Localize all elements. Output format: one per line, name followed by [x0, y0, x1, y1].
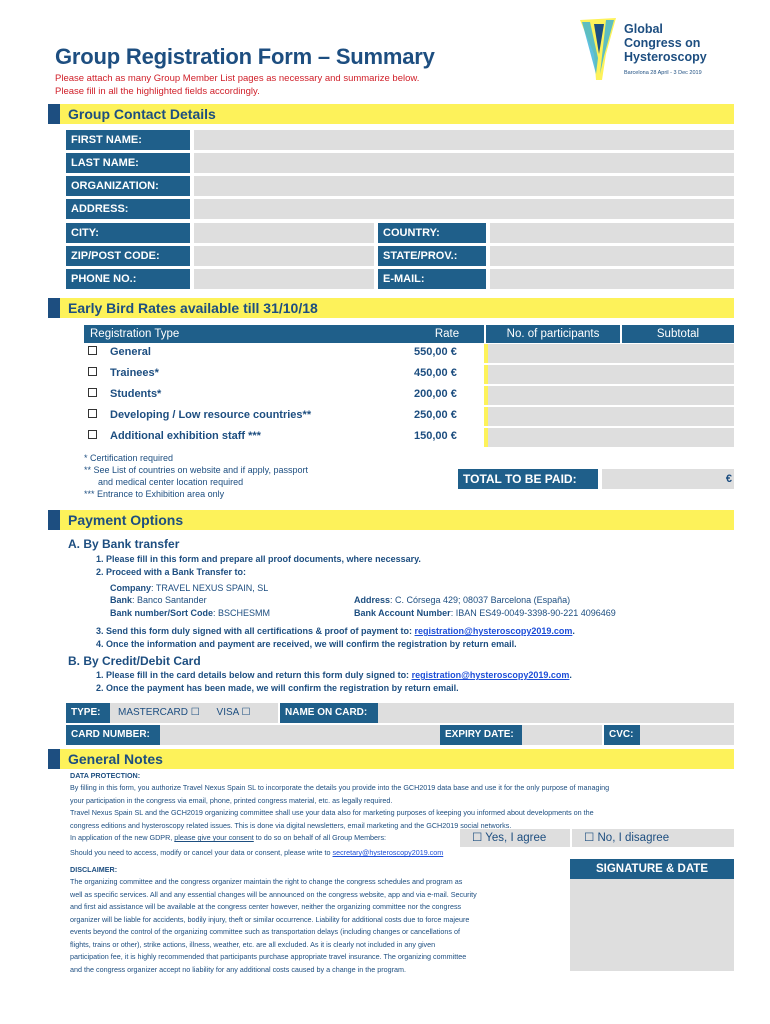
- card-step-2: 2. Once the payment has been made, we will confirm the registration by return email.: [96, 683, 459, 693]
- disclaimer-line: well as specific services. All and any essential changes will be announced on the congress website, app and via e-mail. Security: [70, 889, 477, 899]
- bank-label: Bank: [110, 595, 133, 605]
- card-type-label: TYPE:: [66, 703, 110, 723]
- phone-field[interactable]: [194, 269, 374, 289]
- bank-step-3-text: 3. Send this form duly signed with all certifications & proof of payment to:: [96, 626, 415, 636]
- expiry-field[interactable]: [522, 725, 602, 745]
- cvc-field[interactable]: [640, 725, 734, 745]
- zip-label: ZIP/POST CODE:: [66, 246, 190, 266]
- disclaimer-line: and first aid assistance will be available at the congress center however, neither the organizing committee nor the congress: [70, 902, 462, 911]
- subtitle-line-1: Please attach as many Group Member List pages as necessary and summarize below.: [55, 73, 420, 84]
- dp-line: your participation in the congress via email, phone, printed congress material, etc. as legally required.: [70, 795, 393, 805]
- card-step-1-text: 1. Please fill in the card details below and return this form duly signed to:: [96, 670, 412, 680]
- disclaimer-text: [70, 876, 562, 976]
- section-contact: [48, 104, 734, 124]
- consent-link[interactable]: please give your consent: [174, 833, 254, 842]
- row-type: General: [110, 346, 151, 358]
- account-value: : IBAN ES49-0049-3398-90-221 4096469: [450, 608, 616, 618]
- table-row: [84, 407, 734, 428]
- row-rate: 150,00 €: [414, 430, 457, 442]
- registration-email-link[interactable]: registration@hysteroscopy2019.com: [414, 626, 573, 636]
- bank-step-4: 4. Once the information and payment are received, we will confirm the registration by return email.: [96, 639, 517, 649]
- total-field[interactable]: €: [602, 469, 734, 489]
- company-line: [110, 582, 268, 594]
- section-title: Early Bird Rates available till 31/10/18: [68, 300, 318, 316]
- sort-label: Bank number/Sort Code: [110, 608, 214, 618]
- access-text-body: Should you need to access, modify or cancel your data or consent, please write to: [70, 848, 333, 857]
- bank-step-2: 2. Proceed with a Bank Transfer to:: [96, 567, 247, 577]
- state-field[interactable]: [490, 246, 734, 266]
- bank-value: : Banco Santander: [132, 595, 207, 605]
- table-row: [84, 428, 734, 449]
- row-type: Trainees*: [110, 367, 159, 379]
- section-title: Group Contact Details: [68, 106, 216, 122]
- organization-field[interactable]: [194, 176, 734, 196]
- consent-post: to do so on behalf of all Group Members:: [253, 833, 387, 842]
- col-type-label: Registration Type: [90, 328, 180, 340]
- logo-line-2: Congress on: [624, 36, 701, 50]
- card-step-1: 1. Please fill in the card details below and return this form duly signed to: registration@hysteroscopy2019.com.: [96, 670, 572, 680]
- bank-address-value: : C. Córsega 429; 08037 Barcelona (España): [390, 595, 571, 605]
- checkbox[interactable]: [88, 388, 97, 397]
- logo-line-3: Hysteroscopy: [624, 50, 707, 64]
- account-label: Bank Account Number: [354, 608, 451, 618]
- section-title: Payment Options: [68, 512, 184, 528]
- dp-line: congress editions and hysteroscopy related issues. This is done via digital newsletters, email marketing and the GCH2019 social networks.: [70, 820, 512, 830]
- first-name-field[interactable]: [194, 130, 734, 150]
- signature-header: SIGNATURE & DATE: [570, 859, 734, 879]
- bank-line: [110, 594, 207, 606]
- country-field[interactable]: [490, 223, 734, 243]
- consent-pre: In application of the new GDPR,: [70, 833, 175, 842]
- disagree-option[interactable]: ☐ No, I disagree: [572, 829, 734, 847]
- checkbox[interactable]: [88, 346, 97, 355]
- last-name-field[interactable]: [194, 153, 734, 173]
- agree-option[interactable]: ☐ Yes, I agree: [460, 829, 570, 847]
- zip-field[interactable]: [194, 246, 374, 266]
- participants-field[interactable]: [488, 407, 734, 426]
- visa-checkbox[interactable]: VISA ☐: [216, 707, 251, 718]
- row-rate: 200,00 €: [414, 388, 457, 400]
- card-heading: B. By Credit/Debit Card: [68, 654, 201, 668]
- cvc-label: CVC:: [604, 725, 640, 745]
- disclaimer-line: The organizing committee and the congress organizer maintain the right to change the congress schedules and program as: [70, 877, 463, 886]
- page-subtitle: [55, 72, 419, 98]
- section-title: General Notes: [68, 751, 163, 767]
- section-notes: [48, 749, 734, 769]
- participants-field[interactable]: [488, 386, 734, 405]
- total-label: TOTAL TO BE PAID:: [458, 469, 598, 489]
- expiry-label: EXPIRY DATE:: [440, 725, 522, 745]
- table-row: [84, 386, 734, 407]
- phone-label: PHONE NO.:: [66, 269, 190, 289]
- email-label: E-MAIL:: [378, 269, 486, 289]
- row-rate: 550,00 €: [414, 346, 457, 358]
- logo-line-1: Global: [624, 22, 663, 36]
- footnote-2: ** See List of countries on website and if apply, passport: [84, 465, 308, 475]
- footnote-3: *** Entrance to Exhibition area only: [84, 489, 225, 499]
- page-title: Group Registration Form – Summary: [55, 44, 435, 69]
- participants-field[interactable]: [488, 344, 734, 363]
- address-field[interactable]: [194, 199, 734, 219]
- table-row: [84, 365, 734, 386]
- bank-step-3: 3. Send this form duly signed with all certifications & proof of payment to: registration@hysteroscopy2019.com.: [96, 626, 575, 636]
- rates-header-participants: No. of participants: [486, 325, 620, 343]
- card-number-field[interactable]: [160, 725, 440, 745]
- section-marker: [48, 104, 60, 124]
- disclaimer-line: organizer will be liable for accidents, bodily injury, theft or similar occurrence. Liability for additional costs due to force majeure: [70, 914, 470, 924]
- email-field[interactable]: [490, 269, 734, 289]
- dp-line: Travel Nexus Spain SL and the GCH2019 organizing committee shall use your data also for marketing purposes of keeping you informed about developments on the: [70, 808, 594, 817]
- row-type: Additional exhibition staff ***: [110, 430, 261, 442]
- sort-code-line: [110, 607, 270, 619]
- row-type: Students*: [110, 388, 162, 400]
- checkbox[interactable]: [88, 367, 97, 376]
- row-type: Developing / Low resource countries**: [110, 409, 312, 421]
- participants-field[interactable]: [488, 365, 734, 384]
- first-name-label: FIRST NAME:: [66, 130, 190, 150]
- mastercard-checkbox[interactable]: MASTERCARD ☐: [118, 707, 200, 718]
- disclaimer-line: events beyond the control of the organizing committee such as transportation delays (including changes or cancellations of: [70, 927, 460, 936]
- section-rates: [48, 298, 734, 318]
- card-number-label: CARD NUMBER:: [66, 725, 160, 745]
- table-row: [84, 344, 734, 365]
- address-label: ADDRESS:: [66, 199, 190, 219]
- rates-header-rate: Rate: [434, 328, 460, 340]
- disclaimer-line: flights, trains or other), strike actions, illness, weather, etc. are all excluded. As it is clearly not included in any given: [70, 939, 436, 949]
- section-marker: [48, 298, 60, 318]
- rates-header-subtotal: Subtotal: [622, 325, 734, 343]
- signature-field[interactable]: [570, 879, 734, 971]
- footnote-2b: and medical center location required: [98, 477, 244, 487]
- dp-line: By filling in this form, you authorize Travel Nexus Spain SL to incorporate the details you provide into the GCH2019 data base and use it for the only purpose of managing: [70, 783, 610, 792]
- row-rate: 450,00 €: [414, 367, 457, 379]
- footnote-1: * Certification required: [84, 453, 174, 463]
- section-marker: [48, 749, 60, 769]
- subtitle-line-2: Please fill in all the highlighted fields accordingly.: [55, 86, 260, 97]
- last-name-label: LAST NAME:: [66, 153, 190, 173]
- logo-dates: Barcelona 28 April - 3 Dec 2019: [624, 70, 702, 76]
- checkbox[interactable]: [88, 409, 97, 418]
- name-on-card-field[interactable]: [378, 703, 734, 723]
- bank-address-label: Address: [354, 595, 391, 605]
- section-marker: [48, 510, 60, 530]
- row-rate: 250,00 €: [414, 409, 457, 421]
- account-line: [354, 607, 616, 619]
- logo-text: [624, 22, 707, 64]
- data-protection-heading: DATA PROTECTION:: [70, 771, 141, 780]
- registration-email-link[interactable]: registration@hysteroscopy2019.com: [411, 670, 570, 680]
- section-payment: [48, 510, 734, 530]
- company-label: Company: [110, 583, 152, 593]
- city-field[interactable]: [194, 223, 374, 243]
- rates-footnotes: [84, 452, 384, 500]
- bank-transfer-heading: A. By Bank transfer: [68, 537, 180, 551]
- bank-step-1: 1. Please fill in this form and prepare all proof documents, where necessary.: [96, 554, 421, 564]
- disclaimer-line: participation fee, it is highly recommended that participants purchase appropriate travel insurance. The organizing committee: [70, 952, 467, 961]
- city-label: CITY:: [66, 223, 190, 243]
- card-type-field: [110, 703, 278, 723]
- access-text: [70, 847, 443, 860]
- company-value: : TRAVEL NEXUS SPAIN, SL: [151, 583, 269, 593]
- participants-field[interactable]: [488, 428, 734, 447]
- organization-label: ORGANIZATION:: [66, 176, 190, 196]
- checkbox[interactable]: [88, 430, 97, 439]
- disclaimer-heading: DISCLAIMER:: [70, 865, 118, 874]
- consent-text: [70, 832, 386, 845]
- sort-value: : BSCHESMM: [213, 608, 271, 618]
- address-line: [354, 594, 570, 606]
- disclaimer-line: and the congress organizer accept no liability for any additional costs caused by a change in the program.: [70, 964, 407, 974]
- state-label: STATE/PROV.:: [378, 246, 486, 266]
- secretary-email-link[interactable]: secretary@hysteroscopy2019.com: [332, 848, 444, 857]
- name-on-card-label: NAME ON CARD:: [280, 703, 378, 723]
- country-label: COUNTRY:: [378, 223, 486, 243]
- data-protection-text: [70, 782, 734, 832]
